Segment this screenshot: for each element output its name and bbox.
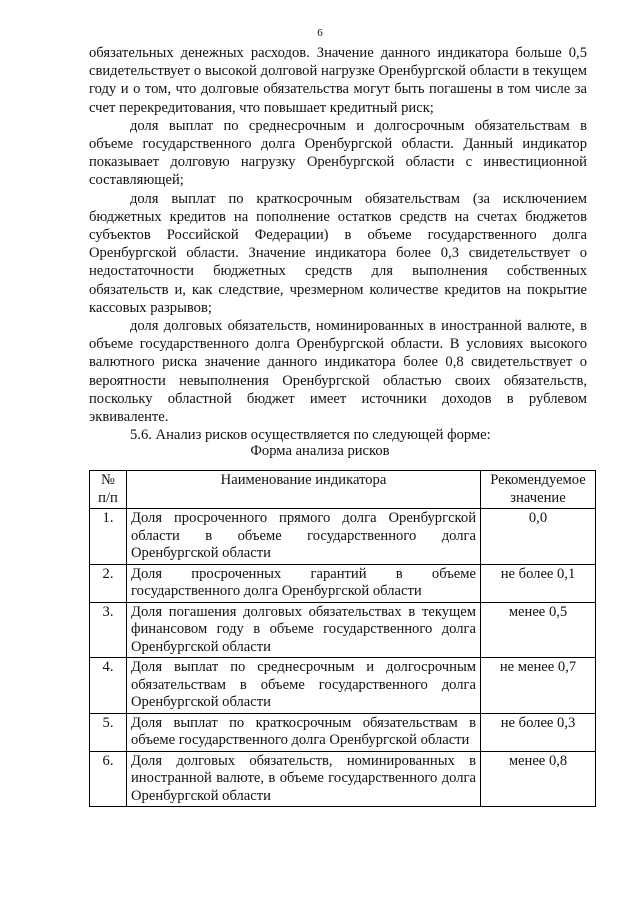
recommended-value: менее 0,5 xyxy=(481,602,596,658)
indicator-name: Доля просроченных гарантий в объеме государственного долга Оренбургской области xyxy=(127,564,481,602)
table-header-row xyxy=(90,471,596,509)
paragraph: доля долговых обязательств, номинированных в иностранной валюте, в объеме государственного долга Оренбургской области. В условиях высокого валютного риска значение данного индикатора более 0,8 свидетельствует о вероятности невыполнения Оренбургской областью своих обязательств, поскольку областной бюджет имеет источники доходов в рублевом эквиваленте. xyxy=(89,318,587,426)
page-number: 6 xyxy=(317,27,323,39)
paragraph: доля выплат по среднесрочным и долгосрочным обязательствам в объеме государственного долга Оренбургской области. Данный индикатор показывает долговую нагрузку Оренбургской области с инвестиционной составляющей; xyxy=(89,117,587,189)
paragraph: обязательных денежных расходов. Значение данного индикатора больше 0,5 свидетельствует о высокой долговой нагрузке Оренбургской области в текущем году и о том, что долговые обязательства могут быть погашены в том числе за счет перекредитования, что повышает кредитный риск; xyxy=(89,45,587,116)
table-row xyxy=(90,509,596,565)
body-text xyxy=(89,44,587,444)
header-num: № п/п xyxy=(90,471,127,509)
recommended-value: не более 0,1 xyxy=(481,564,596,602)
recommended-value: менее 0,8 xyxy=(481,751,596,807)
indicator-name: Доля погашения долговых обязательствах в текущем финансовом году в объеме государственного долга Оренбургской области xyxy=(127,602,481,658)
table-row xyxy=(90,564,596,602)
recommended-value: не более 0,3 xyxy=(481,713,596,751)
row-number: 2. xyxy=(90,564,127,602)
section-heading: 5.6. Анализ рисков осуществляется по следующей форме: xyxy=(130,427,491,444)
indicator-name: Доля просроченного прямого долга Оренбургской области в объеме государственного долга Оренбургской области xyxy=(127,509,481,565)
row-number: 5. xyxy=(90,713,127,751)
row-number: 4. xyxy=(90,658,127,714)
paragraph: доля выплат по краткосрочным обязательствам (за исключением бюджетных кредитов на пополнение остатков средств на счетах бюджетов субъектов Российской Федерации) в объеме государственного долга Оренбургской области. Значение индикатора более 0,3 свидетельствует о недостаточности бюджетных средств для выполнения собственных обязательств и, как следствие, чрезмерном количестве кредитов на покрытие кассовых разрывов; xyxy=(89,190,587,316)
indicator-name: Доля долговых обязательств, номинированных в иностранной валюте, в объеме государственного долга Оренбургской области xyxy=(127,751,481,807)
row-number: 1. xyxy=(90,509,127,565)
risk-analysis-table xyxy=(89,470,596,807)
table-row xyxy=(90,713,596,751)
header-value: Рекомендуемое значение xyxy=(481,471,596,509)
row-number: 3. xyxy=(90,602,127,658)
header-name: Наименование индикатора xyxy=(127,471,481,509)
indicator-name: Доля выплат по краткосрочным обязательствам в объеме государственного долга Оренбургской области xyxy=(127,713,481,751)
table-row xyxy=(90,658,596,714)
indicator-name: Доля выплат по среднесрочным и долгосрочным обязательствам в объеме государственного долга Оренбургской области xyxy=(127,658,481,714)
recommended-value: 0,0 xyxy=(481,509,596,565)
table-row xyxy=(90,751,596,807)
row-number: 6. xyxy=(90,751,127,807)
recommended-value: не менее 0,7 xyxy=(481,658,596,714)
form-title: Форма анализа рисков xyxy=(250,443,390,459)
table-row xyxy=(90,602,596,658)
